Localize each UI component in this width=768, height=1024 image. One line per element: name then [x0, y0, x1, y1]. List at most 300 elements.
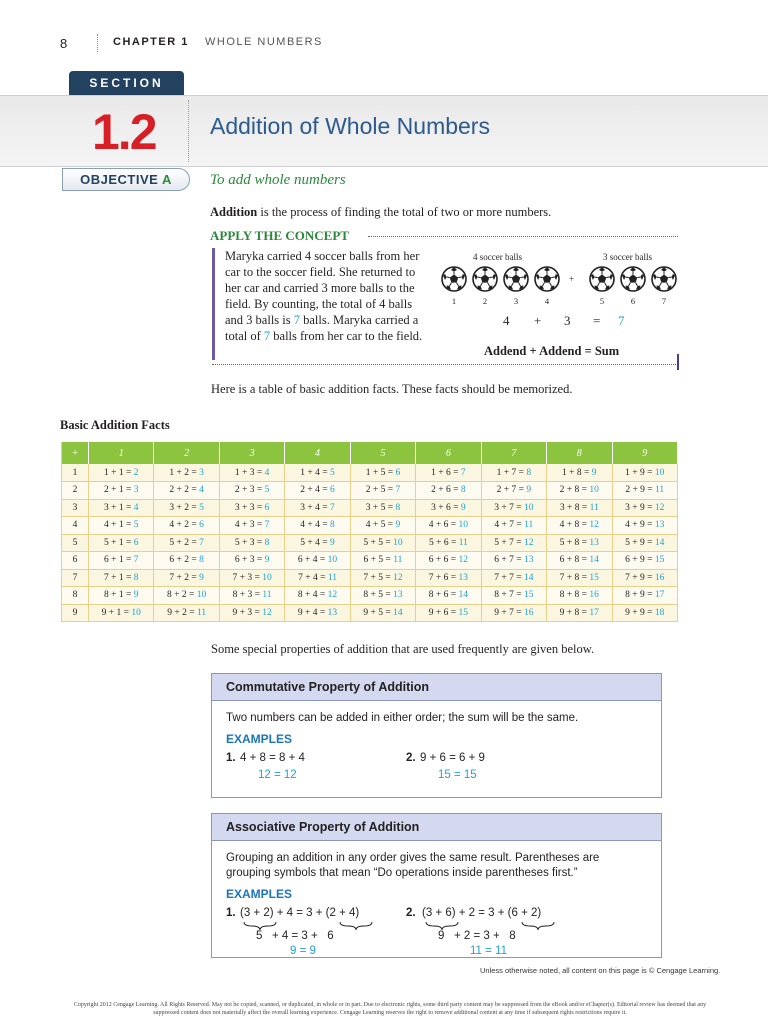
cell-sum: 11	[327, 572, 337, 583]
cell-sum: 5	[133, 520, 139, 531]
table-row-header: 8	[62, 587, 89, 605]
cell-sum: 13	[327, 607, 338, 618]
cell-sum: 11	[262, 590, 272, 601]
header-divider	[97, 34, 98, 52]
table-cell	[547, 517, 612, 535]
table-row-header: 6	[62, 552, 89, 570]
table-cell	[350, 587, 415, 605]
table-row-header: 3	[62, 499, 89, 517]
cell-expression: 4 + 6 =	[428, 520, 459, 531]
cell-sum: 2	[133, 467, 139, 478]
table-cell	[547, 569, 612, 587]
table-row	[62, 534, 678, 552]
associative-ex2-line3: 11 = 11	[470, 945, 507, 957]
definition-rest: is the process of finding the total of two or more numbers.	[257, 205, 552, 219]
cell-expression: 4 + 3 =	[234, 520, 265, 531]
cell-sum: 14	[589, 555, 599, 566]
table-cell	[219, 552, 284, 570]
table-row-header: 7	[62, 569, 89, 587]
cell-sum: 8	[264, 537, 270, 548]
cell-expression: 1 + 2 =	[169, 467, 200, 478]
table-cell	[89, 569, 154, 587]
table-cell	[285, 569, 350, 587]
cell-expression: 4 + 8 =	[559, 520, 590, 531]
cell-expression: 4 + 7 =	[494, 520, 525, 531]
cell-expression: 9 + 6 =	[428, 607, 459, 618]
cell-sum: 10	[523, 502, 534, 513]
table-cell	[481, 464, 546, 482]
section-number: 1.2	[92, 104, 156, 160]
table-cell	[547, 482, 612, 500]
cell-sum: 16	[589, 590, 599, 601]
cell-expression: 5 + 8 =	[559, 537, 590, 548]
table-cell	[285, 604, 350, 622]
table-cell	[350, 534, 415, 552]
table-cell	[154, 499, 219, 517]
table-cell	[612, 517, 678, 535]
margin-mark	[677, 354, 679, 370]
section-title: Addition of Whole Numbers	[210, 113, 490, 139]
associative-ex1-line2: 5 + 4 = 3 + 6	[256, 930, 334, 942]
cell-expression: 4 + 5 =	[365, 520, 396, 531]
cell-sum: 9	[133, 590, 139, 601]
cell-sum: 11	[393, 555, 403, 566]
table-cell	[612, 464, 678, 482]
table-cell	[285, 534, 350, 552]
table-cell	[154, 517, 219, 535]
associative-ex2-number: 2.	[406, 907, 416, 919]
copyright-notice: Copyright 2012 Cengage Learning. All Rights Reserved. May not be copied, scanned, or duplicated, in whole or in part. Due to electronic rights, some third party content may be suppressed from the eBook and/or eChapter(s). Editorial review has deemed that any suppressed content does not materially affect the overall learning experience. Cengage Learning reserves the right to remove additional content at any time if subsequent rights restrictions require it.	[73, 1002, 707, 1016]
table-header-row	[62, 442, 678, 464]
cell-expression: 5 + 4 =	[300, 537, 331, 548]
cell-sum: 10	[654, 467, 665, 478]
table-cell	[547, 587, 612, 605]
associative-ex2-line2: 9 + 2 = 3 + 8	[438, 930, 516, 942]
table-cell	[612, 499, 678, 517]
addition-facts-table	[61, 442, 678, 622]
table-column-header: 7	[481, 442, 546, 464]
apply-text-part3: balls from her car to the field.	[270, 329, 423, 343]
table-cell	[612, 569, 678, 587]
table-cell	[547, 552, 612, 570]
cell-expression: 7 + 1 =	[103, 572, 134, 583]
cell-expression: 9 + 1 =	[101, 607, 132, 618]
cell-expression: 5 + 7 =	[494, 537, 524, 548]
soccer-ball-5	[590, 267, 614, 291]
table-row-header: 5	[62, 534, 89, 552]
table-row	[62, 604, 678, 622]
table-cell	[154, 587, 219, 605]
apply-bottom-rule	[212, 364, 678, 365]
cell-sum: 12	[589, 520, 599, 531]
cell-sum: 10	[393, 537, 403, 548]
definition-term: Addition	[210, 205, 258, 219]
table-cell	[285, 587, 350, 605]
addend-caption: Addend + Addend = Sum	[484, 344, 620, 358]
associative-text: Grouping an addition in any order gives the same result. Parentheses are grouping symbols that mean “Do operations inside parentheses first.”	[226, 852, 600, 879]
cell-sum: 17	[589, 607, 599, 618]
table-cell	[612, 552, 678, 570]
cell-expression: 8 + 9 =	[625, 590, 655, 601]
properties-intro: Some special properties of addition that are used frequently are given below.	[211, 642, 595, 656]
table-cell	[416, 499, 481, 517]
cell-expression: 9 + 5 =	[363, 607, 394, 618]
section-tab: SECTION	[69, 71, 184, 95]
cell-expression: 3 + 1 =	[103, 502, 134, 513]
cell-sum: 9	[330, 537, 335, 548]
associative-ex1-number: 1.	[226, 907, 236, 919]
table-cell	[481, 534, 546, 552]
cell-sum: 12	[262, 607, 272, 618]
table-cell	[89, 499, 154, 517]
table-row-header: 2	[62, 482, 89, 500]
apply-heading: APPLY THE CONCEPT	[210, 228, 349, 243]
chapter-label: CHAPTER 1	[113, 36, 189, 48]
apply-text-part2: balls. Maryka carried a total of	[225, 313, 419, 343]
cell-expression: 9 + 9 =	[625, 607, 655, 618]
cell-expression: 2 + 9 =	[625, 485, 656, 496]
cell-sum: 11	[196, 607, 207, 618]
ball-number-5: 5	[599, 296, 605, 306]
cell-expression: 4 + 1 =	[103, 520, 134, 531]
cell-sum: 7	[460, 467, 466, 478]
cell-sum: 13	[589, 537, 599, 548]
table-cell	[416, 517, 481, 535]
page-number: 8	[60, 36, 68, 51]
table-row	[62, 482, 678, 500]
cell-sum: 8	[395, 502, 401, 513]
table-row-header: 4	[62, 517, 89, 535]
cell-expression: 9 + 4 =	[297, 607, 328, 618]
cell-expression: 1 + 8 =	[562, 467, 592, 478]
table-cell	[416, 587, 481, 605]
table-column-header: 9	[612, 442, 678, 464]
table-cell	[481, 604, 546, 622]
table-row	[62, 464, 678, 482]
table-cell	[350, 552, 415, 570]
soccer-ball-4	[535, 267, 559, 291]
content-notice: Unless otherwise noted, all content on this page is © Cengage Learning.	[480, 966, 721, 975]
table-cell	[219, 482, 284, 500]
cell-sum: 3	[133, 485, 139, 496]
commutative-ex2-line2: 15 = 15	[438, 769, 477, 781]
cell-sum: 3	[199, 467, 204, 478]
ball-number-3: 3	[513, 296, 519, 306]
cell-expression: 1 + 5 =	[365, 467, 396, 478]
cell-sum: 9	[460, 502, 466, 513]
cell-expression: 3 + 4 =	[300, 502, 331, 513]
cell-expression: 4 + 4 =	[300, 520, 331, 531]
table-cell	[89, 604, 154, 622]
cell-expression: 8 + 4 =	[297, 590, 328, 601]
table-cell	[219, 534, 284, 552]
table-cell	[547, 604, 612, 622]
objective-text: To add whole numbers	[210, 172, 346, 188]
table-cell	[89, 482, 154, 500]
cell-sum: 18	[654, 607, 665, 618]
cell-expression: 1 + 9 =	[625, 467, 655, 478]
cell-sum: 13	[458, 572, 469, 583]
apply-side-bar	[212, 248, 215, 360]
cell-sum: 6	[395, 467, 401, 478]
soccer-ball-7	[652, 267, 676, 291]
table-cell	[547, 464, 612, 482]
table-intro: Here is a table of basic addition facts. These facts should be memorized.	[211, 382, 573, 396]
cell-sum: 6	[264, 502, 270, 513]
cell-sum: 7	[395, 485, 401, 496]
cell-sum: 12	[458, 555, 469, 566]
table-cell	[219, 517, 284, 535]
cell-sum: 12	[327, 590, 338, 601]
objective-badge-letter: A	[161, 172, 172, 187]
cell-expression: 5 + 9 =	[625, 537, 655, 548]
ball-number-2: 2	[482, 296, 488, 306]
cell-expression: 9 + 3 =	[232, 607, 263, 618]
table-cell	[285, 482, 350, 500]
apply-top-rule	[368, 236, 678, 237]
associative-examples-label: EXAMPLES	[226, 887, 293, 901]
cell-expression: 7 + 9 =	[625, 572, 655, 583]
cell-sum: 9	[591, 467, 597, 478]
cell-expression: 2 + 5 =	[365, 485, 396, 496]
cell-expression: 5 + 3 =	[234, 537, 265, 548]
chapter-name: WHOLE NUMBERS	[205, 36, 323, 48]
cell-expression: 3 + 5 =	[365, 502, 396, 513]
figure-label-right: 3 soccer balls	[603, 252, 652, 262]
table-cell	[154, 552, 219, 570]
table-cell	[612, 587, 678, 605]
table-cell	[350, 604, 415, 622]
cell-expression: 1 + 1 =	[103, 467, 134, 478]
cell-expression: 3 + 3 =	[234, 502, 265, 513]
associative-ex1-line1: (3 + 2) + 4 = 3 + (2 + 4)	[240, 907, 360, 919]
cell-expression: 8 + 1 =	[103, 590, 134, 601]
table-row-header: 1	[62, 464, 89, 482]
cell-sum: 10	[589, 485, 599, 496]
cell-sum: 13	[393, 590, 403, 601]
cell-expression: 9 + 2 =	[167, 607, 197, 618]
table-cell	[154, 604, 219, 622]
cell-sum: 16	[654, 572, 665, 583]
cell-expression: 8 + 3 =	[232, 590, 263, 601]
table-row	[62, 569, 678, 587]
ball-number-6: 6	[630, 296, 636, 306]
cell-sum: 15	[589, 572, 599, 583]
cell-sum: 16	[523, 607, 534, 618]
table-cell	[285, 464, 350, 482]
table-row	[62, 552, 678, 570]
cell-sum: 10	[131, 607, 141, 618]
ball-number-4: 4	[544, 296, 550, 306]
cell-sum: 14	[654, 537, 665, 548]
table-cell	[481, 517, 546, 535]
cell-expression: 6 + 2 =	[169, 555, 200, 566]
section-divider	[188, 100, 189, 162]
table-cell	[350, 517, 415, 535]
cell-expression: 6 + 5 =	[363, 555, 394, 566]
cell-expression: 8 + 8 =	[559, 590, 590, 601]
table-cell	[350, 499, 415, 517]
figure-plus: +	[569, 274, 575, 284]
cell-sum: 9	[199, 572, 204, 583]
commutative-text: Two numbers can be added in either order; the sum will be the same.	[226, 712, 579, 724]
table-row	[62, 517, 678, 535]
table-cell	[350, 464, 415, 482]
cell-expression: 1 + 4 =	[300, 467, 331, 478]
table-cell	[416, 464, 481, 482]
apply-text	[225, 248, 430, 344]
cell-expression: 5 + 6 =	[428, 537, 459, 548]
cell-expression: 1 + 7 =	[496, 467, 527, 478]
cell-sum: 10	[327, 555, 338, 566]
cell-expression: 6 + 4 =	[297, 555, 328, 566]
cell-sum: 11	[458, 537, 468, 548]
table-cell	[219, 587, 284, 605]
table-cell	[416, 482, 481, 500]
cell-sum: 5	[264, 485, 270, 496]
cell-expression: 2 + 8 =	[559, 485, 590, 496]
equation-plus: +	[534, 313, 542, 328]
cell-sum: 12	[654, 502, 665, 513]
cell-sum: 8	[526, 467, 532, 478]
cell-expression: 4 + 2 =	[169, 520, 200, 531]
table-cell	[219, 464, 284, 482]
commutative-property-box	[211, 673, 662, 798]
cell-expression: 6 + 8 =	[559, 555, 590, 566]
table-column-header: 6	[416, 442, 481, 464]
cell-expression: 4 + 9 =	[625, 520, 655, 531]
commutative-ex1-line2: 12 = 12	[258, 769, 297, 781]
cell-expression: 3 + 2 =	[169, 502, 200, 513]
table-cell	[481, 569, 546, 587]
cell-sum: 13	[654, 520, 665, 531]
table-cell	[154, 534, 219, 552]
cell-expression: 3 + 6 =	[431, 502, 461, 513]
cell-expression: 5 + 1 =	[103, 537, 134, 548]
table-cell	[154, 569, 219, 587]
table-cell	[219, 569, 284, 587]
cell-sum: 7	[199, 537, 204, 548]
soccer-ball-1	[442, 267, 466, 291]
associative-title: Associative Property of Addition	[212, 814, 661, 841]
table-column-header: 3	[219, 442, 284, 464]
cell-sum: 9	[395, 520, 401, 531]
cell-expression: 7 + 4 =	[298, 572, 328, 583]
table-cell	[612, 604, 678, 622]
cell-sum: 15	[523, 590, 534, 601]
table-cell	[285, 499, 350, 517]
cell-expression: 2 + 6 =	[431, 485, 461, 496]
cell-expression: 2 + 3 =	[234, 485, 265, 496]
associative-ex1-line3: 9 = 9	[290, 945, 316, 957]
apply-total-a: 7	[293, 313, 300, 327]
cell-sum: 9	[526, 485, 532, 496]
table-row-header: 9	[62, 604, 89, 622]
equation-equals: =	[593, 313, 601, 328]
cell-expression: 6 + 3 =	[234, 555, 265, 566]
associative-property-box	[211, 813, 662, 958]
cell-expression: 8 + 7 =	[494, 590, 524, 601]
apply-text-part1: Maryka carried 4 soccer balls from her car to the soccer field. She returned to her car and carried 3 more balls to the field. By counting, the total of 4 balls and 3 balls is	[225, 249, 420, 327]
table-column-header: 8	[547, 442, 612, 464]
table-row	[62, 587, 678, 605]
cell-expression: 7 + 6 =	[428, 572, 459, 583]
cell-expression: 8 + 6 =	[428, 590, 459, 601]
soccer-ball-2	[473, 267, 497, 291]
cell-sum: 14	[393, 607, 403, 618]
table-cell	[547, 534, 612, 552]
table-cell	[416, 552, 481, 570]
cell-sum: 5	[330, 467, 335, 478]
equation-sum: 7	[618, 313, 625, 328]
commutative-ex2-line1: 9 + 6 = 6 + 9	[420, 752, 485, 764]
cell-sum: 14	[458, 590, 469, 601]
table-cell	[416, 604, 481, 622]
cell-sum: 13	[523, 555, 534, 566]
cell-expression: 7 + 3 =	[232, 572, 263, 583]
equation-addend-b: 3	[564, 313, 571, 328]
table-cell	[89, 534, 154, 552]
soccer-ball-6	[621, 267, 645, 291]
cell-sum: 5	[199, 502, 204, 513]
soccer-ball-3	[504, 267, 528, 291]
cell-sum: 15	[458, 607, 469, 618]
cell-sum: 15	[654, 555, 665, 566]
cell-expression: 6 + 6 =	[428, 555, 459, 566]
cell-sum: 8	[460, 485, 466, 496]
cell-expression: 1 + 6 =	[431, 467, 461, 478]
cell-expression: 2 + 1 =	[103, 485, 134, 496]
ball-number-7: 7	[661, 296, 667, 306]
cell-expression: 6 + 1 =	[103, 555, 134, 566]
commutative-ex1-line1: 4 + 8 = 8 + 4	[240, 752, 305, 764]
addition-definition	[210, 204, 551, 220]
table-cell	[350, 482, 415, 500]
cell-expression: 6 + 7 =	[494, 555, 524, 566]
commutative-ex1-number: 1.	[226, 752, 236, 764]
cell-expression: 8 + 2 =	[167, 590, 197, 601]
ball-number-1: 1	[451, 296, 457, 306]
cell-expression: 9 + 7 =	[494, 607, 524, 618]
cell-sum: 17	[654, 590, 665, 601]
table-row	[62, 499, 678, 517]
commutative-examples-label: EXAMPLES	[226, 732, 293, 746]
objective-badge-label: OBJECTIVE	[80, 172, 159, 187]
cell-expression: 9 + 8 =	[559, 607, 590, 618]
cell-expression: 7 + 5 =	[363, 572, 394, 583]
table-cell	[219, 604, 284, 622]
objective-badge	[62, 168, 190, 191]
cell-sum: 10	[262, 572, 272, 583]
cell-sum: 7	[133, 555, 139, 566]
table-cell	[547, 499, 612, 517]
cell-expression: 6 + 9 =	[625, 555, 655, 566]
cell-sum: 8	[133, 572, 139, 583]
table-title: Basic Addition Facts	[60, 418, 170, 432]
cell-expression: 5 + 2 =	[169, 537, 200, 548]
cell-sum: 8	[330, 520, 335, 531]
figure-label-left: 4 soccer balls	[473, 252, 522, 262]
cell-sum: 4	[264, 467, 270, 478]
table-cell	[285, 517, 350, 535]
table-cell	[350, 569, 415, 587]
table-cell	[612, 482, 678, 500]
table-cell	[285, 552, 350, 570]
table-cell	[154, 464, 219, 482]
table-column-header: 2	[154, 442, 219, 464]
cell-expression: 1 + 3 =	[234, 467, 265, 478]
soccer-balls-figure	[438, 262, 680, 296]
